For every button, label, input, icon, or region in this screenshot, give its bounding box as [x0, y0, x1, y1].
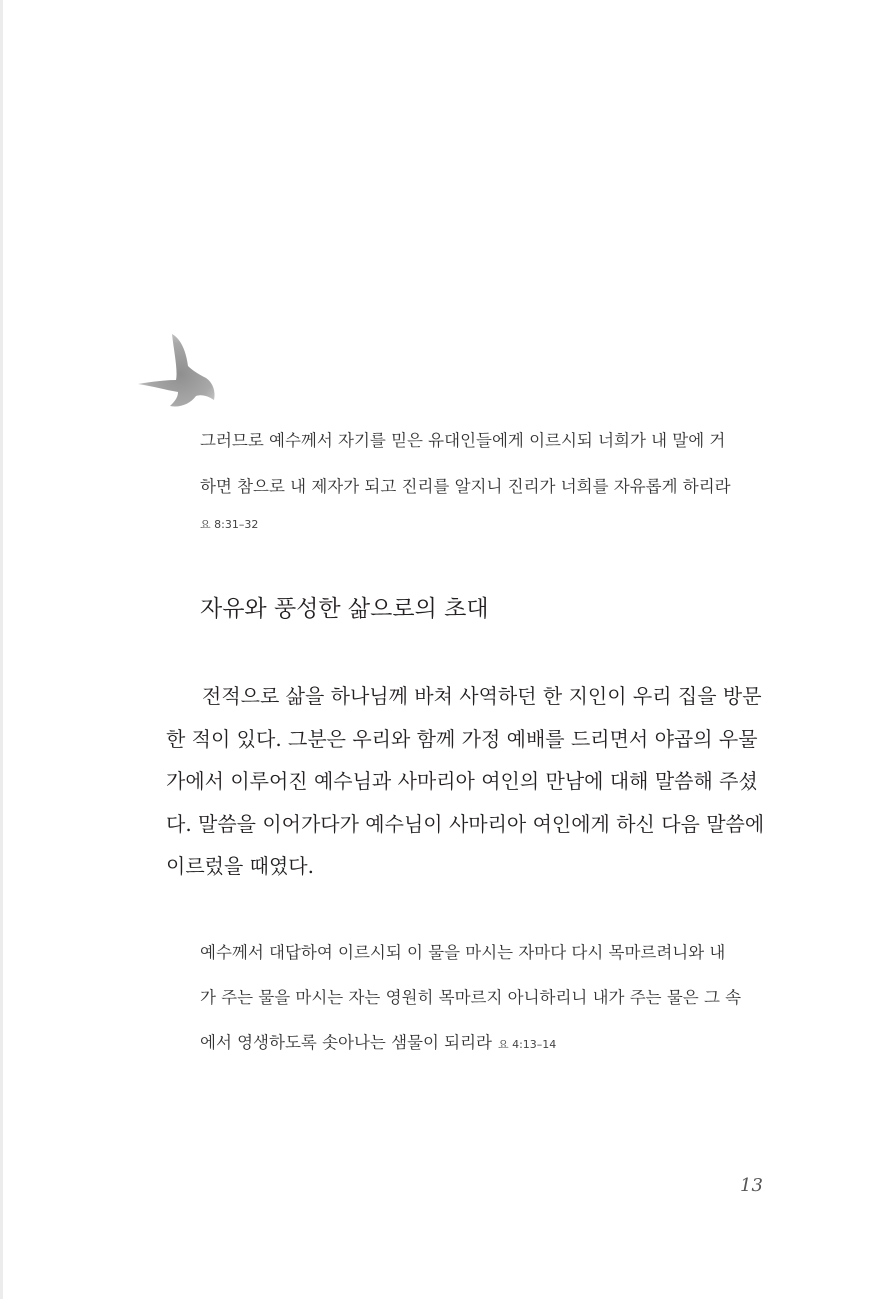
quote-line-last — [200, 1020, 790, 1065]
epigraph-line: 그러므로 예수께서 자기를 믿은 유대인들에게 이르시되 너희가 내 말에 거 — [200, 431, 726, 450]
dove-icon — [134, 330, 220, 412]
page-edge — [0, 0, 3, 1299]
section-heading: 자유와 풍성한 삶으로의 초대 — [200, 596, 489, 622]
body-line: 이르렀을 때였다. — [166, 854, 314, 878]
quote-reference: 요 4:13–14 — [497, 1038, 557, 1051]
page-number: 13 — [740, 1175, 763, 1196]
quote-line: 가 주는 물을 마시는 자는 영원히 목마르지 아니하리니 내가 주는 물은 그 속 — [200, 988, 742, 1007]
epigraph — [200, 418, 790, 534]
epigraph-line: 하면 참으로 내 제자가 되고 진리를 알지니 진리가 너희를 자유롭게 하리라 — [200, 477, 731, 496]
body-line: 전적으로 삶을 하나님께 바쳐 사역하던 한 지인이 우리 집을 방문 — [202, 684, 762, 708]
quote-line-text: 에서 영생하도록 솟아나는 샘물이 되리라 — [200, 1033, 492, 1052]
body-line: 가에서 이루어진 예수님과 사마리아 여인의 만남에 대해 말씀해 주셨 — [166, 769, 758, 793]
body-paragraph — [166, 675, 776, 888]
quote-line: 예수께서 대답하여 이르시되 이 물을 마시는 자마다 다시 목마르려니와 내 — [200, 943, 726, 962]
epigraph-reference: 요 8:31–32 — [200, 518, 259, 531]
body-line: 다. 말씀을 이어가다가 예수님이 사마리아 여인에게 하신 다음 말씀에 — [166, 811, 765, 836]
body-line: 한 적이 있다. 그분은 우리와 함께 가정 예배를 드리면서 야곱의 우물 — [166, 726, 758, 751]
scripture-quote — [200, 930, 790, 1065]
